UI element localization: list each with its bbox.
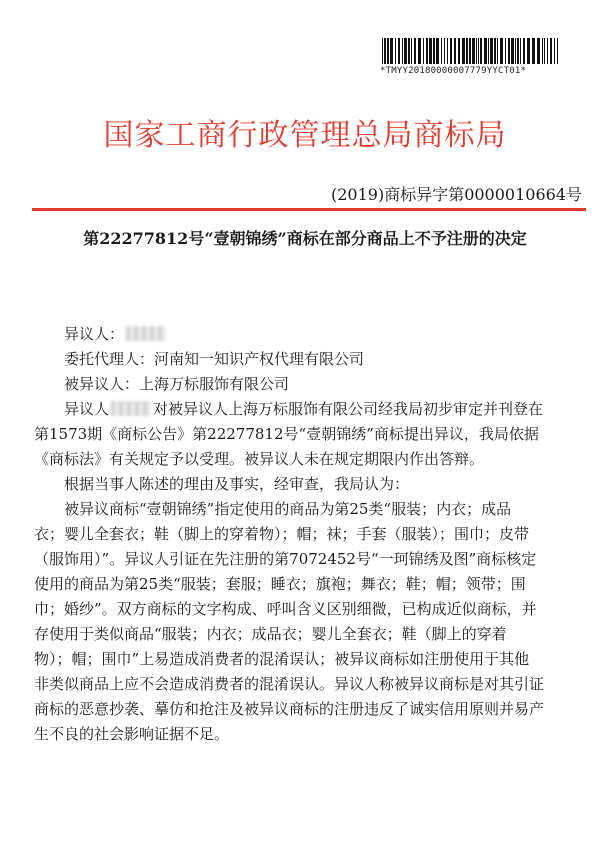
agent-line: [34, 347, 582, 372]
opposed-name: 上海万标服饰有限公司: [139, 375, 290, 393]
paragraph-line: 《商标法》有关规定予以受理。被异议人未在规定期限内作出答辩。: [34, 450, 485, 468]
paragraph-text: 对被异议人上海万标服饰有限公司经我局初步审定并刊登在: [153, 400, 544, 418]
opponent-line: [34, 322, 582, 347]
agent-label: 委托代理人：: [64, 350, 155, 368]
paragraph-line: 被异议商标“壹朝锦绣”指定使用的商品为第25类“服装；内衣；成品: [64, 500, 512, 518]
decision-title: 第22277812号“壹朝锦绣”商标在部分商品上不予注册的决定: [83, 229, 527, 248]
paragraph-line: 第1573期《商标公告》第22277812号“壹朝锦绣”商标提出异议，我局依据: [34, 425, 539, 443]
paragraph-line: 非类似商品上应不会造成消费者的混淆误认。异议人称被异议商标是对其引证: [34, 675, 545, 693]
redacted-name: [126, 326, 166, 341]
paragraph-line: [34, 397, 582, 422]
barcode-image: [382, 38, 560, 64]
paragraph-line: 商标的恶意抄袭、摹仿和抢注及被异议商标的注册违反了诚实信用原则并易产: [34, 700, 545, 718]
agent-name: 河南知一知识产权代理有限公司: [154, 350, 365, 368]
paragraph-line: 生不良的社会影响证据不足。: [34, 725, 230, 743]
paragraph-line: 巾；婚纱”。双方商标的文字构成、呼叫含义区别细微，已构成近似商标，并: [34, 600, 537, 618]
agency-title: 国家工商行政管理总局商标局: [103, 118, 507, 153]
paragraph-line: （服饰用）”。异议人引证在先注册的第7072452号“一珂锦绣及图”商标核定: [34, 550, 537, 568]
barcode-block: [380, 38, 578, 76]
opponent-label: 异议人：: [64, 325, 125, 343]
paragraph-line: 根据当事人陈述的理由及事实，经审查，我局认为：: [64, 475, 410, 493]
paragraph-text: 异议人: [64, 400, 110, 418]
document-number: (2019)商标异字第0000010664号: [330, 185, 582, 204]
redacted-name: [111, 401, 151, 416]
red-divider: [32, 208, 586, 211]
barcode-number: *TMYY20180000007779YYCT01*: [380, 66, 527, 76]
paragraph-line: 物）；帽；围巾”上易造成消费者的混淆误认；被异议商标如注册使用于其他: [34, 650, 530, 668]
paragraph-line: 使用的商品为第25类“服装；套服；睡衣；旗袍；舞衣；鞋；帽；领带；围: [34, 575, 526, 593]
paragraph-line: 存使用于类似商品“服装；内衣；成品衣；婴儿全套衣；鞋（脚上的穿着: [34, 625, 507, 643]
document-body: [34, 322, 582, 747]
paragraph-line: 衣；婴儿全套衣；鞋（脚上的穿着物）；帽；袜；手套（服装）；围巾；皮带: [34, 525, 530, 543]
opposed-line: [34, 372, 582, 397]
opposed-label: 被异议人：: [64, 375, 140, 393]
